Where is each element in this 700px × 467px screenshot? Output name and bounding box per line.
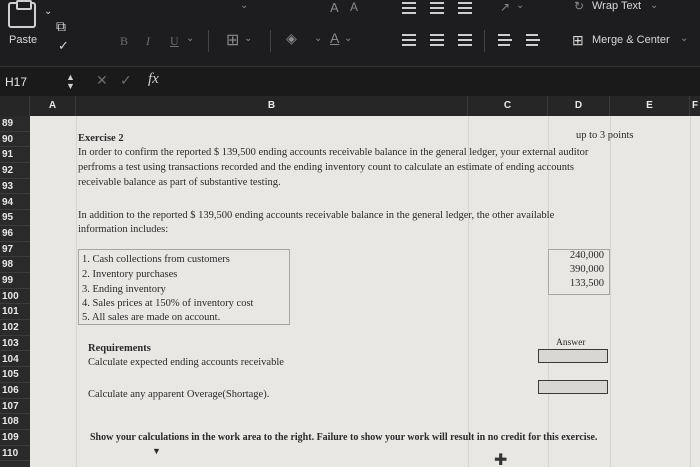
align-left-icon[interactable] — [402, 34, 416, 46]
intro-line: perfroms a test using transactions recorded and the ending inventory count to calculate an estimate of ending accounts — [78, 162, 574, 173]
orientation-icon[interactable]: ↗ — [500, 0, 511, 14]
row-header[interactable]: 103 — [0, 336, 30, 352]
exercise-title: Exercise 2 — [78, 133, 124, 144]
bold-button[interactable]: B — [120, 34, 129, 48]
row-header[interactable]: 95 — [0, 210, 30, 226]
row-header[interactable]: 104 — [0, 352, 30, 368]
additional-info-line: information includes: — [78, 224, 169, 235]
intro-line: receivable balance as part of substantive testing. — [78, 177, 281, 188]
align-right-icon[interactable] — [458, 34, 472, 46]
cancel-edit-icon[interactable]: ✕ — [96, 72, 108, 88]
merge-center-dropdown-icon[interactable]: ⌄ — [680, 33, 689, 44]
copy-icon[interactable]: ⧉ — [56, 18, 66, 34]
info-item: 3. Ending inventory — [82, 284, 166, 295]
cell-cursor-icon: ✚ — [494, 452, 508, 467]
row-header-bar — [0, 116, 30, 467]
row-header[interactable]: 90 — [0, 132, 30, 148]
additional-info-line: In addition to the reported $ 139,500 ending accounts receivable balance in the general ledger, the other available — [78, 210, 555, 221]
info-value: 133,500 — [569, 278, 604, 289]
wrap-text-button[interactable]: Wrap Text — [592, 0, 642, 12]
column-header-d[interactable]: D — [548, 96, 610, 116]
toolbar-separator — [270, 30, 271, 52]
row-header[interactable]: 107 — [0, 399, 30, 415]
paste-dropdown-chevron-icon[interactable]: ⌄ — [44, 6, 53, 17]
borders-icon[interactable]: ⊞ — [226, 32, 240, 49]
merge-center-button[interactable]: Merge & Center — [592, 34, 670, 46]
row-header[interactable]: 89 — [0, 116, 30, 132]
formula-bar — [0, 66, 700, 97]
paste-icon[interactable] — [8, 2, 36, 28]
toolbar-separator — [208, 30, 209, 52]
row-header[interactable]: 93 — [0, 179, 30, 195]
italic-button[interactable]: I — [146, 34, 150, 48]
gridline — [76, 116, 77, 467]
align-middle-icon[interactable] — [430, 2, 444, 14]
paste-button-label[interactable]: Paste — [9, 34, 38, 46]
info-value: 390,000 — [569, 264, 604, 275]
insert-function-button[interactable]: fx — [148, 71, 159, 87]
toolbar-separator — [484, 30, 485, 52]
worksheet-grid[interactable] — [30, 116, 700, 467]
row-header[interactable]: 94 — [0, 195, 30, 211]
row-header[interactable]: 106 — [0, 383, 30, 399]
row-header[interactable]: 101 — [0, 304, 30, 320]
column-header-f[interactable]: F — [691, 100, 699, 111]
cursor-dot: ▼ — [152, 446, 161, 456]
answer-label: Answer — [556, 338, 586, 348]
font-color-dropdown-icon[interactable]: ⌄ — [344, 33, 353, 44]
info-item: 5. All sales are made on account. — [82, 312, 221, 323]
row-header[interactable]: 100 — [0, 289, 30, 305]
info-item: 2. Inventory purchases — [82, 269, 178, 280]
align-bottom-icon[interactable] — [458, 2, 472, 14]
info-value: 240,000 — [569, 250, 604, 261]
borders-dropdown-icon[interactable]: ⌄ — [244, 33, 253, 44]
gridline — [690, 116, 691, 467]
info-item: 4. Sales prices at 150% of inventory cost — [82, 298, 254, 309]
footer-note: Show your calculations in the work area to the right. Failure to show your work will result in no credit for this exercise. — [90, 432, 598, 443]
row-header[interactable]: 91 — [0, 147, 30, 163]
info-item: 1. Cash collections from customers — [82, 254, 230, 265]
fill-color-dropdown-icon[interactable]: ⌄ — [314, 33, 323, 44]
requirement-1: Calculate expected ending accounts receivable — [88, 357, 284, 368]
gridline — [610, 116, 611, 467]
row-header[interactable]: 110 — [0, 446, 30, 462]
increase-font-size-button[interactable]: A — [330, 0, 339, 15]
answer-cell-2[interactable] — [538, 380, 608, 394]
row-header[interactable]: 109 — [0, 430, 30, 446]
column-header-bar — [0, 96, 700, 116]
answer-cell-1[interactable] — [538, 349, 608, 363]
column-header-e[interactable]: E — [610, 96, 690, 116]
row-header[interactable]: 99 — [0, 273, 30, 289]
font-color-icon[interactable]: A — [330, 30, 340, 46]
format-painter-icon[interactable]: ✓ — [58, 38, 69, 53]
wrap-text-dropdown-icon[interactable]: ⌄ — [650, 0, 659, 11]
column-header-c[interactable]: C — [468, 96, 548, 116]
requirement-2: Calculate any apparent Overage(Shortage). — [88, 389, 270, 400]
font-size-dropdown-icon[interactable]: ⌄ — [240, 0, 249, 11]
points-label: up to 3 points — [576, 130, 634, 141]
row-header[interactable]: 108 — [0, 414, 30, 430]
row-header[interactable]: 92 — [0, 163, 30, 179]
decrease-font-size-button[interactable]: A — [350, 0, 359, 14]
cell-reference-box[interactable]: H17 — [5, 75, 28, 89]
wrap-text-icon[interactable]: ↻ — [574, 0, 585, 13]
merge-center-icon[interactable]: ⊞ — [572, 32, 584, 48]
select-all-corner[interactable] — [0, 96, 30, 116]
row-header[interactable]: 97 — [0, 242, 30, 258]
align-top-icon[interactable] — [402, 2, 416, 14]
decrease-indent-icon[interactable] — [498, 34, 510, 46]
align-center-icon[interactable] — [430, 34, 444, 46]
row-header[interactable]: 105 — [0, 367, 30, 383]
increase-indent-icon[interactable] — [526, 34, 538, 46]
row-header[interactable]: 102 — [0, 320, 30, 336]
requirements-title: Requirements — [88, 343, 151, 354]
underline-dropdown-icon[interactable]: ⌄ — [186, 33, 195, 44]
column-header-a[interactable]: A — [30, 96, 76, 116]
underline-button[interactable]: U — [170, 34, 179, 48]
confirm-edit-icon[interactable]: ✓ — [120, 72, 132, 88]
ribbon-toolbar — [0, 0, 700, 66]
fill-color-icon[interactable]: ◈ — [286, 30, 297, 46]
row-header[interactable]: 98 — [0, 257, 30, 273]
cell-reference-stepper-icon[interactable]: ▲ ▼ — [66, 72, 75, 91]
row-header[interactable]: 96 — [0, 226, 30, 242]
column-header-b[interactable]: B — [76, 96, 468, 116]
orientation-dropdown-icon[interactable]: ⌄ — [516, 0, 525, 11]
intro-line: In order to confirm the reported $ 139,500 ending accounts receivable balance in the general ledger, your external auditor — [78, 147, 589, 158]
